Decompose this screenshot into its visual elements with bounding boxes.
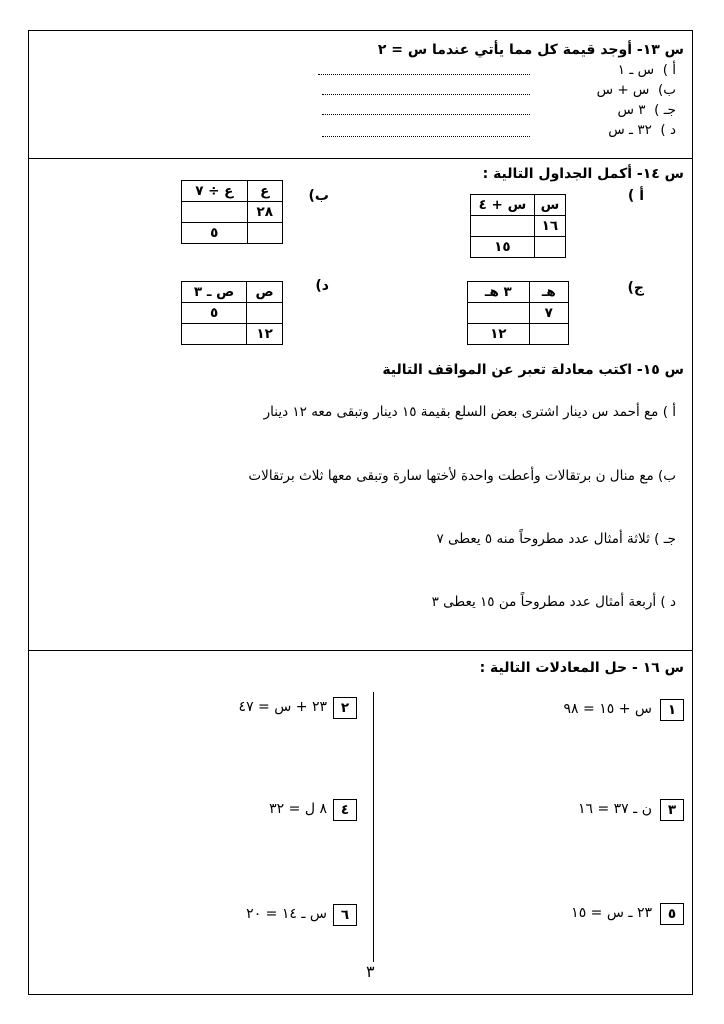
section-divider bbox=[28, 650, 693, 651]
table-cell[interactable] bbox=[529, 324, 568, 345]
table-c-label: ج) bbox=[627, 280, 644, 296]
table-cell: ١٢ bbox=[468, 324, 530, 345]
q13-title: س ١٣- أوجد قيمة كل مما يأتي عندما س = ٢ bbox=[377, 42, 684, 58]
table-a-label: أ ) bbox=[627, 188, 644, 204]
equation: ٢٣ ـ س = ١٥ bbox=[571, 905, 652, 921]
equation-number-box: ١ bbox=[660, 699, 684, 721]
q15-item-d: د ) أربعة أمثال عدد مطروحاً من ١٥ يعطى ٣ bbox=[431, 594, 676, 610]
q15-item-a: أ ) مع أحمد س دينار اشترى بعض السلع بقيمة ١٥ دينار وتبقى معه ١٢ دينار bbox=[263, 404, 676, 420]
table-header: ٣ هـ bbox=[468, 282, 530, 303]
equation: س ـ ١٤ = ٢٠ bbox=[246, 906, 327, 922]
page-number: ٣ bbox=[366, 962, 375, 981]
q14-title: س ١٤- أكمل الجداول التالية : bbox=[482, 166, 684, 182]
column-divider bbox=[373, 692, 374, 962]
q13-item-b: ب) س + س bbox=[596, 82, 676, 98]
table-cell[interactable] bbox=[182, 324, 247, 345]
table-cell[interactable] bbox=[247, 223, 282, 244]
table-d-label: د) bbox=[315, 278, 329, 294]
equation: س + ١٥ = ٩٨ bbox=[563, 701, 652, 717]
table-cell: ٢٨ bbox=[247, 202, 282, 223]
q15-item-b: ب) مع منال ن برتقالات وأعطت واحدة لأختها سارة وتبقى معها ثلاث برتقالات bbox=[248, 468, 676, 484]
equation: ن ـ ٣٧ = ١٦ bbox=[577, 801, 652, 817]
table-cell: ٧ bbox=[529, 303, 568, 324]
q16-title: س ١٦ - حل المعادلات التالية : bbox=[479, 660, 684, 676]
table-header: ص bbox=[247, 282, 283, 303]
answer-line[interactable] bbox=[318, 74, 530, 75]
table-cell: ٥ bbox=[182, 303, 247, 324]
equation-number-box: ٦ bbox=[333, 904, 357, 926]
q13-item-d: د ) ٣٢ ـ س bbox=[608, 122, 676, 138]
table-cell: ٥ bbox=[182, 223, 248, 244]
table-b bbox=[181, 180, 283, 244]
q15-title: س ١٥- اكتب معادلة تعبر عن المواقف التالية bbox=[382, 362, 684, 378]
answer-line[interactable] bbox=[322, 114, 530, 115]
table-cell: ١٦ bbox=[534, 216, 565, 237]
answer-line[interactable] bbox=[322, 94, 530, 95]
equation: ٨ ل = ٣٢ bbox=[269, 801, 327, 817]
table-cell[interactable] bbox=[247, 303, 283, 324]
equation-number-box: ٥ bbox=[660, 903, 684, 925]
equation-number-box: ٤ bbox=[333, 799, 357, 821]
table-cell[interactable] bbox=[182, 202, 248, 223]
table-header: س bbox=[534, 195, 565, 216]
table-header: ع ÷ ٧ bbox=[182, 181, 248, 202]
q15-item-c: جـ ) ثلاثة أمثال عدد مطروحاً منه ٥ يعطى ٧ bbox=[436, 531, 676, 547]
table-cell: ١٢ bbox=[247, 324, 283, 345]
answer-line[interactable] bbox=[322, 136, 530, 137]
table-header: ع bbox=[247, 181, 282, 202]
q13-item-a: أ ) س ـ ١ bbox=[617, 62, 676, 78]
table-cell: ١٥ bbox=[471, 237, 535, 258]
table-header: ص ـ ٣ bbox=[182, 282, 247, 303]
table-cell[interactable] bbox=[534, 237, 565, 258]
table-cell[interactable] bbox=[468, 303, 530, 324]
table-header: هـ bbox=[529, 282, 568, 303]
table-b-label: ب) bbox=[308, 188, 329, 204]
table-a bbox=[470, 194, 566, 258]
equation: ٢٣ + س = ٤٧ bbox=[238, 699, 327, 715]
q13-item-c: جـ ) ٣ س bbox=[617, 102, 676, 118]
table-c bbox=[467, 281, 569, 345]
equation-number-box: ٢ bbox=[333, 697, 357, 719]
equation-number-box: ٣ bbox=[660, 799, 684, 821]
table-d bbox=[181, 281, 283, 345]
table-cell[interactable] bbox=[471, 216, 535, 237]
section-divider bbox=[28, 158, 693, 159]
table-header: س + ٤ bbox=[471, 195, 535, 216]
